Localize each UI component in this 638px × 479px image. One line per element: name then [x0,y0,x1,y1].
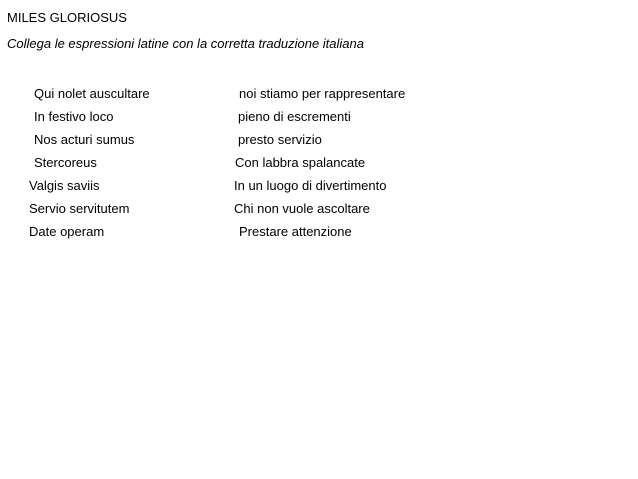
latin-expression: Valgis saviis [29,178,100,193]
italian-translation: Prestare attenzione [239,224,352,239]
slide-title: MILES GLORIOSUS [7,10,127,25]
latin-expression: Stercoreus [34,155,97,170]
latin-expression: Servio servitutem [29,201,130,216]
italian-translation: presto servizio [238,132,322,147]
italian-translation: noi stiamo per rappresentare [239,86,406,101]
italian-translation: Con labbra spalancate [235,155,366,170]
latin-expression: In festivo loco [34,109,114,124]
latin-expression: Qui nolet auscultare [34,86,150,101]
exercise-instruction: Collega le espressioni latine con la corretta traduzione italiana [7,36,364,51]
latin-expression: Date operam [29,224,105,239]
italian-translation: Chi non vuole ascoltare [234,201,370,216]
italian-translation: pieno di escrementi [238,109,351,124]
italian-translation: In un luogo di divertimento [234,178,387,193]
latin-expression: Nos acturi sumus [34,132,135,147]
